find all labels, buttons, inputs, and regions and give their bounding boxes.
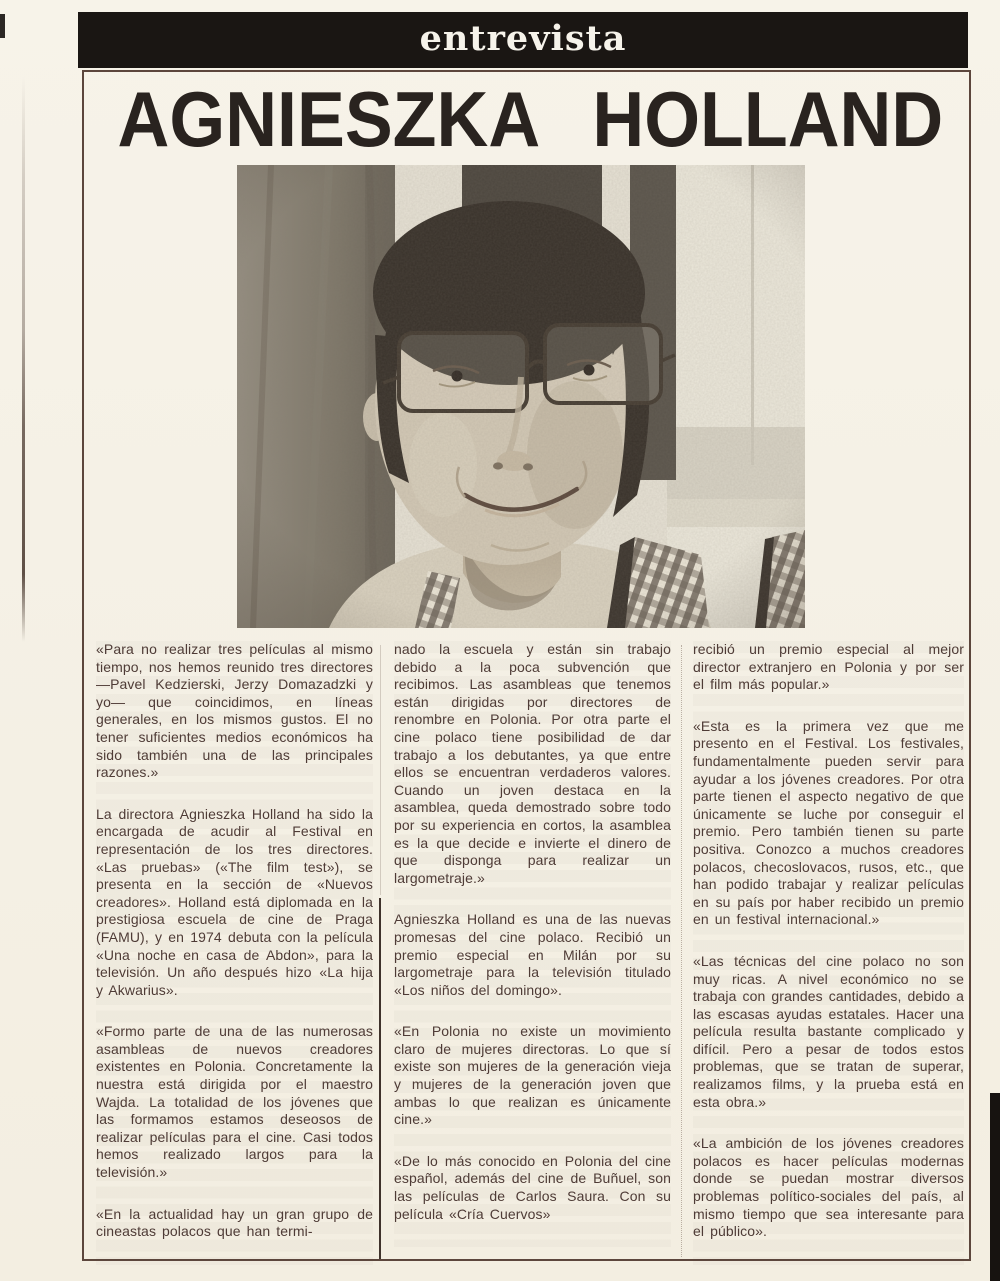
paragraph: La directora Agnieszka Holland ha sido la encargada de acudir al Festival en representación de los tres directores. «Las pruebas» («The film test»), se presenta en la sección de «Nuevos creadores». Holland está diplomada en la prestigiosa escuela de cine de Praga (FAMU), y en 1974 debuta con la película «Una noche en casa de Abdon», para la televisión. Un año después hizo «La hija y Akwarius». [96, 805, 373, 998]
paragraph: «De lo más conocido en Polonia del cine español, además del cine de Buñuel, son las películas de Carlos Saura. Con su película «Cría Cuervos» [394, 1152, 671, 1222]
paragraph: «En la actualidad hay un gran grupo de cineastas polacos que han termi- [96, 1205, 373, 1240]
paragraph: «Las técnicas del cine polaco no son muy ricas. A nivel económico no se trabaja con grandes cantidades, debido a las escasas ayudas estatales. Hacer una película resulta bastante complicado y difícil. Pero a pesar de todos estos problemas, que se tratan de superar, realizamos films, y la prueba está en esta obra.» [693, 952, 964, 1110]
paragraph: nado la escuela y están sin trabajo debido a la poca subvención que recibimos. Las asambleas que tenemos están dirigidas por directores de renombre en Polonia. Por otra parte el cine polaco tiene posibilidad de dar trabajo a los debutantes, ya que entre ellos se encuentran verdaderos valores. Cuando un joven destaca en la asamblea, queda demostrado sobre todo por su experiencia en cortos, la asamblea es la que decide e invierte el dinero de que disponga para realizar un largometraje.» [394, 641, 671, 886]
column-divider-rule [379, 898, 381, 1259]
kicker-bar [78, 12, 968, 68]
article-column-2 [394, 641, 671, 1247]
paragraph: «Para no realizar tres películas al mismo tiempo, nos hemos reunido tres directores —Pavel Kedzierski, Jerzy Domazadzki y yo— que coincidimos, en líneas generales, en los mismos gustos. El no tener suficientes medios económicos ha sido también una de las principales razones.» [96, 641, 373, 781]
paragraph: recibió un premio especial al mejor director extranjero en Polonia y por ser el film más popular.» [693, 641, 964, 693]
paragraph: Agnieszka Holland es una de las nuevas promesas del cine polaco. Recibió un premio especial en Milán por su largometraje para la televisión titulado «Los niños del domingo». [394, 911, 671, 998]
scan-corner-mark [0, 14, 5, 38]
paragraph: «En Polonia no existe un movimiento claro de mujeres directoras. Lo que sí existe son mujeres de la generación vieja y mujeres de la generación joven que ambas lo que realizan es únicamente cine.» [394, 1023, 671, 1128]
scan-edge-shadow [990, 1093, 1000, 1281]
section-kicker: entrevista [419, 17, 627, 59]
paragraph: «Formo parte de una de las numerosas asambleas de nuevos creadores existentes en Polonia. Concretamente la nuestra está dirigida por el maestro Wajda. La totalidad de los jóvenes que las formamos estamos deseosos de realizar películas para el cine. Casi todos hemos realizado largos para la televisión.» [96, 1023, 373, 1181]
column-divider-faint [380, 645, 381, 895]
portrait-photo [237, 165, 805, 628]
article-column-1 [96, 641, 373, 1265]
portrait-illustration [237, 165, 805, 628]
column-divider-dotted [681, 645, 682, 1257]
headline: AGNIESZKA HOLLAND [117, 75, 944, 163]
article-column-3 [693, 641, 964, 1265]
paragraph: «Esta es la primera vez que me presento en el Festival. Los festivales, fundamentalmente pueden servir para ayudar a los jóvenes creadores. Por otra parte tienen el aspecto negativo de que únicamente se luche por conseguir el premio. Pero también tienen su parte positiva. Conozco a muchos creadores polacos, checoslovacos, rusos, etc., que han podido trabajar y realizar películas en su país por haber recibido un premio en un festival internacional.» [693, 717, 964, 928]
paragraph: «La ambición de los jóvenes creadores polacos es hacer películas modernas donde se puedan mostrar diversos problemas político-sociales del país, al mismo tiempo que sea interesante para el público». [693, 1135, 964, 1240]
scan-streak-artifact [22, 76, 25, 642]
